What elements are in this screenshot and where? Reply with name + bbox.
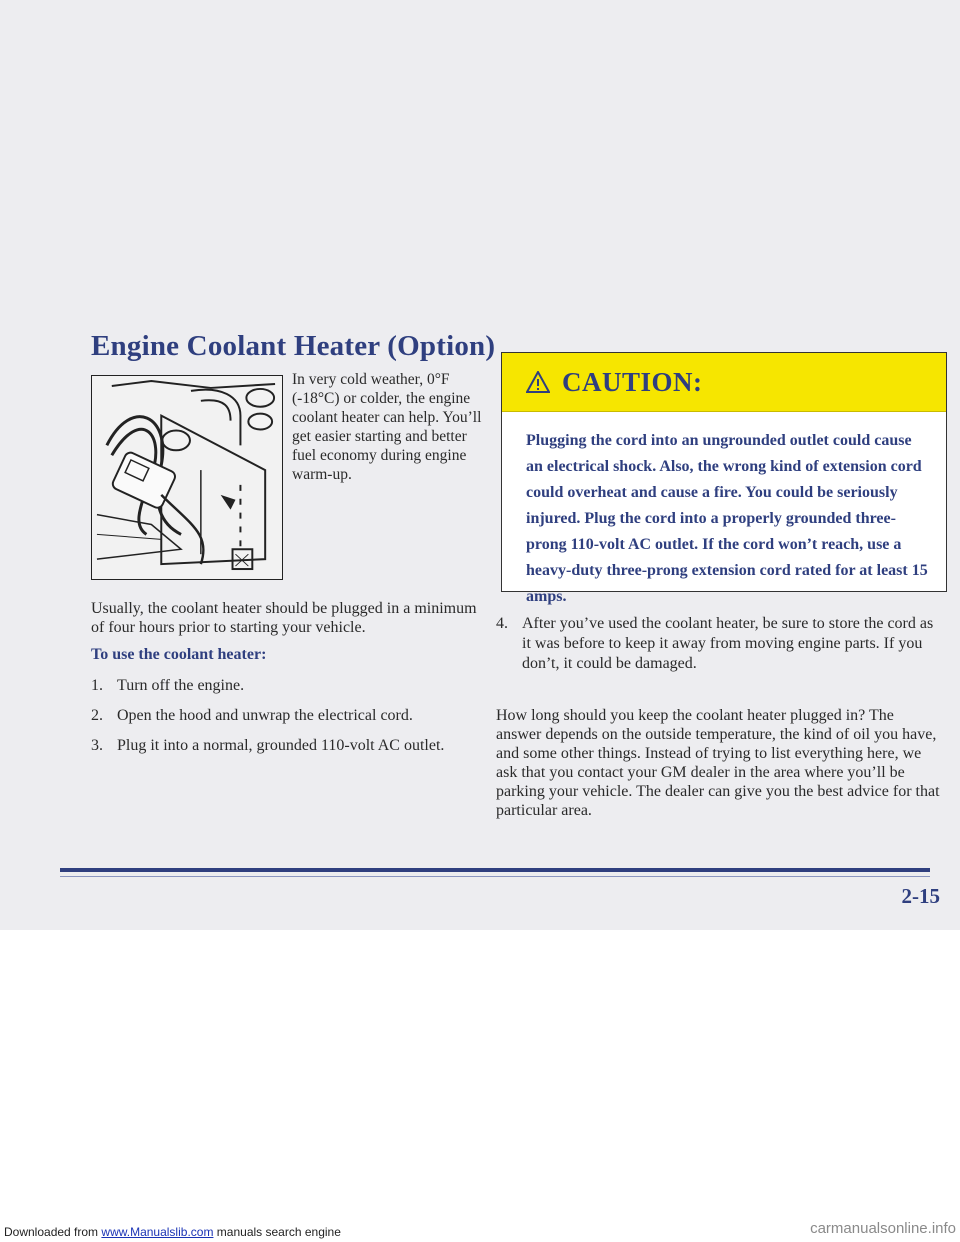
step-number: 4. xyxy=(496,615,508,632)
intro-paragraph: In very cold weather, 0°F (-18°C) or colder, the engine coolant heater can help. You’ll get easier starting and better fuel economy during engine warm-up. xyxy=(292,371,482,483)
step-text: Open the hood and unwrap the electrical cord. xyxy=(117,707,413,724)
manualslib-link[interactable]: www.Manualslib.com xyxy=(101,1225,214,1239)
page-number: 2-15 xyxy=(901,884,940,908)
warning-triangle-icon xyxy=(526,371,550,393)
usually-paragraph: Usually, the coolant heater should be plugged in a minimum of four hours prior to starting your vehicle. xyxy=(91,600,477,636)
footer-prefix: Downloaded from xyxy=(4,1225,99,1239)
watermark: carmanualsonline.info xyxy=(810,1220,956,1237)
step-number: 3. xyxy=(91,737,103,754)
footer-rule-thin xyxy=(60,876,930,877)
step-text: Turn off the engine. xyxy=(117,677,245,694)
step-4 xyxy=(496,614,936,674)
how-long-paragraph: How long should you keep the coolant heater plugged in? The answer depends on the outside temperature, the kind of oil you have, and some other things. Instead of trying to list everything here, we ask that you contact your GM dealer in the area where you’ll be parking your vehicle. The dealer can give you the best advice for that particular area. xyxy=(496,707,940,819)
step-1 xyxy=(91,677,501,695)
step-number: 1. xyxy=(91,677,103,694)
download-footer xyxy=(4,1225,341,1239)
caution-box xyxy=(501,352,947,605)
footer-rule xyxy=(60,868,930,872)
step-text: Plug it into a normal, grounded 110-volt AC outlet. xyxy=(117,737,445,754)
step-number: 2. xyxy=(91,707,103,724)
caution-title: CAUTION: xyxy=(562,366,703,397)
engine-coolant-heater-illustration xyxy=(91,375,283,580)
instructions-subheading: To use the coolant heater: xyxy=(91,646,267,663)
step-text: After you’ve used the coolant heater, be sure to store the cord as it was before to keep it away from moving engine parts. If you don’t, it could be damaged. xyxy=(522,615,934,672)
caution-text: Plugging the cord into an ungrounded outlet could cause an electrical shock. Also, the wrong kind of extension cord could overheat and cause a fire. You could be seriously injured. Plug the cord into a properly grounded three-prong 110-volt AC outlet. If the cord won’t reach, use a heavy-duty three-prong extension cord rated for at least 15 amps. xyxy=(526,432,928,605)
step-3 xyxy=(91,737,501,755)
section-title: Engine Coolant Heater (Option) xyxy=(91,330,496,362)
footer-suffix: manuals search engine xyxy=(216,1225,341,1239)
caution-header xyxy=(502,353,946,412)
step-2 xyxy=(91,707,501,725)
